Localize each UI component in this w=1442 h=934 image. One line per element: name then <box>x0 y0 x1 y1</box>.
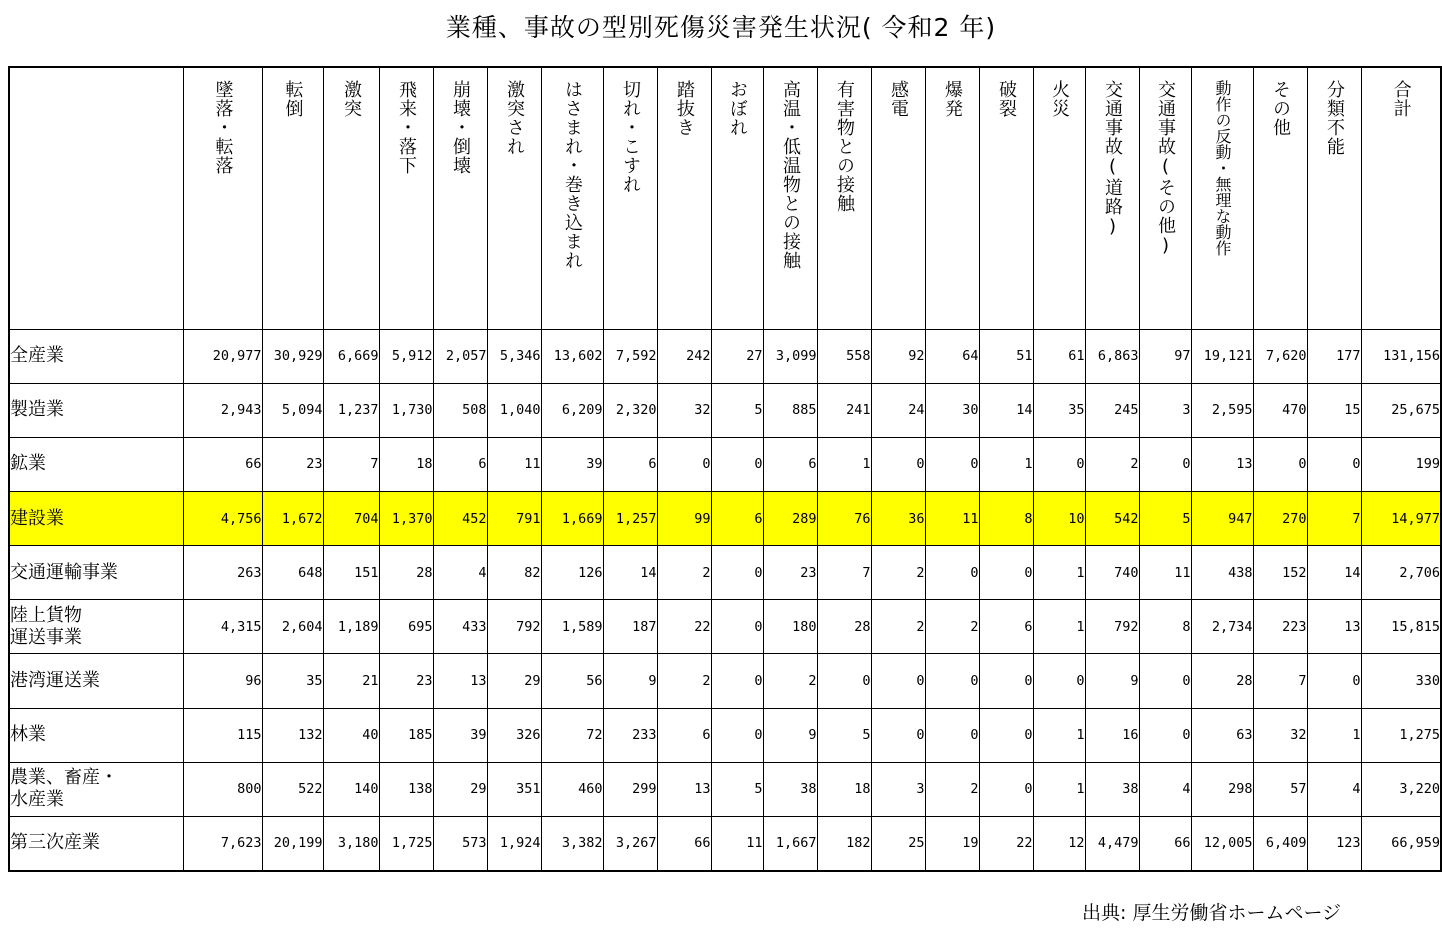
table-cell: 0 <box>1033 654 1085 708</box>
table-cell: 2 <box>657 654 711 708</box>
table-cell: 3 <box>871 762 925 816</box>
table-cell: 16 <box>1085 708 1139 762</box>
table-cell: 35 <box>1033 383 1085 437</box>
table-cell: 7 <box>1253 654 1307 708</box>
row-label: 第三次産業 <box>9 816 183 871</box>
table-cell: 6,863 <box>1085 329 1139 383</box>
table-cell: 0 <box>1139 437 1191 491</box>
table-cell: 1 <box>1033 546 1085 600</box>
table-cell: 0 <box>711 654 763 708</box>
table-cell: 21 <box>323 654 379 708</box>
table-cell: 14 <box>603 546 657 600</box>
table-cell: 10 <box>1033 492 1085 546</box>
table-cell: 2,604 <box>262 600 323 654</box>
row-label: 林業 <box>9 708 183 762</box>
table-cell: 12,005 <box>1191 816 1253 871</box>
row-label: 交通運輸事業 <box>9 546 183 600</box>
column-header-label: 切れ・こすれ <box>620 80 641 194</box>
table-cell: 1,667 <box>763 816 817 871</box>
column-header <box>657 67 711 329</box>
table-cell: 30 <box>925 383 979 437</box>
column-header-label: その他 <box>1270 80 1291 137</box>
row-label: 製造業 <box>9 383 183 437</box>
table-cell: 9 <box>1085 654 1139 708</box>
table-cell: 289 <box>763 492 817 546</box>
table-cell: 1 <box>817 437 871 491</box>
column-header-label: 交通事故(その他) <box>1155 80 1176 257</box>
table-cell: 13,602 <box>541 329 603 383</box>
column-header <box>817 67 871 329</box>
table-cell: 6 <box>711 492 763 546</box>
table-cell: 241 <box>817 383 871 437</box>
column-header <box>487 67 541 329</box>
table-row <box>9 654 1441 708</box>
table-cell: 28 <box>1191 654 1253 708</box>
table-cell: 452 <box>433 492 487 546</box>
column-header <box>763 67 817 329</box>
table-cell: 8 <box>1139 600 1191 654</box>
table-cell: 233 <box>603 708 657 762</box>
table-cell: 558 <box>817 329 871 383</box>
row-label: 建設業 <box>9 492 183 546</box>
table-cell: 38 <box>763 762 817 816</box>
table-row <box>9 762 1441 816</box>
table-row <box>9 383 1441 437</box>
table-cell: 5 <box>1139 492 1191 546</box>
table-cell: 263 <box>183 546 262 600</box>
table-cell: 28 <box>817 600 871 654</box>
table-cell: 1,237 <box>323 383 379 437</box>
table-cell: 704 <box>323 492 379 546</box>
column-header-label: 墜落・転落 <box>212 80 234 175</box>
table-cell: 2 <box>925 762 979 816</box>
table-cell: 115 <box>183 708 262 762</box>
injury-statistics-table <box>8 66 1442 872</box>
table-cell: 1,924 <box>487 816 541 871</box>
table-cell: 6 <box>763 437 817 491</box>
table-cell: 32 <box>657 383 711 437</box>
table-row <box>9 600 1441 654</box>
table-cell: 4 <box>433 546 487 600</box>
table-cell: 32 <box>1253 708 1307 762</box>
column-header <box>925 67 979 329</box>
table-cell: 2 <box>871 546 925 600</box>
column-header <box>183 67 262 329</box>
table-cell: 1,672 <box>262 492 323 546</box>
table-cell: 947 <box>1191 492 1253 546</box>
table-cell: 740 <box>1085 546 1139 600</box>
table-cell: 2,320 <box>603 383 657 437</box>
table-cell: 6,209 <box>541 383 603 437</box>
table-cell: 11 <box>925 492 979 546</box>
table-cell: 1,370 <box>379 492 433 546</box>
table-cell: 13 <box>1191 437 1253 491</box>
column-header-label: 激突 <box>341 80 362 118</box>
table-cell: 522 <box>262 762 323 816</box>
table-cell: 0 <box>817 654 871 708</box>
table-cell: 15 <box>1307 383 1361 437</box>
table-cell: 13 <box>433 654 487 708</box>
table-cell: 63 <box>1191 708 1253 762</box>
table-cell: 298 <box>1191 762 1253 816</box>
column-header-label: 感電 <box>888 80 909 118</box>
table-cell: 2,734 <box>1191 600 1253 654</box>
table-cell: 30,929 <box>262 329 323 383</box>
table-cell: 470 <box>1253 383 1307 437</box>
column-header-label: 激突され <box>504 80 525 156</box>
table-cell: 6 <box>433 437 487 491</box>
table-cell: 6 <box>979 600 1033 654</box>
table-cell: 11 <box>711 816 763 871</box>
table-cell: 97 <box>1139 329 1191 383</box>
table-cell: 885 <box>763 383 817 437</box>
table-cell: 36 <box>871 492 925 546</box>
table-cell: 2,595 <box>1191 383 1253 437</box>
table-cell: 20,977 <box>183 329 262 383</box>
table-cell: 4,479 <box>1085 816 1139 871</box>
table-cell: 25 <box>871 816 925 871</box>
table-cell: 2 <box>1085 437 1139 491</box>
column-header-label: 高温・低温物との接触 <box>780 80 801 270</box>
table-cell: 3,267 <box>603 816 657 871</box>
column-header-label: 火災 <box>1049 80 1070 118</box>
table-cell: 508 <box>433 383 487 437</box>
table-cell: 0 <box>871 708 925 762</box>
table-row <box>9 708 1441 762</box>
table-cell: 330 <box>1361 654 1441 708</box>
table-cell: 99 <box>657 492 711 546</box>
column-header <box>262 67 323 329</box>
table-cell: 1,257 <box>603 492 657 546</box>
table-cell: 800 <box>183 762 262 816</box>
column-header <box>603 67 657 329</box>
table-cell: 151 <box>323 546 379 600</box>
table-cell: 0 <box>711 437 763 491</box>
table-cell: 8 <box>979 492 1033 546</box>
table-cell: 187 <box>603 600 657 654</box>
column-header-label: 飛来・落下 <box>396 80 417 175</box>
table-cell: 7 <box>817 546 871 600</box>
table-cell: 242 <box>657 329 711 383</box>
column-header <box>323 67 379 329</box>
table-cell: 23 <box>262 437 323 491</box>
table-cell: 6 <box>603 437 657 491</box>
table-cell: 140 <box>323 762 379 816</box>
table-cell: 0 <box>1139 654 1191 708</box>
column-header-label: 破裂 <box>996 80 1017 118</box>
table-cell: 23 <box>379 654 433 708</box>
column-header-label: 動作の反動・無理な動作 <box>1213 80 1232 256</box>
table-row <box>9 816 1441 871</box>
table-cell: 18 <box>379 437 433 491</box>
column-header-label: はさまれ・巻き込まれ <box>562 80 583 270</box>
table-cell: 23 <box>763 546 817 600</box>
column-header-label: 合計 <box>1390 80 1412 118</box>
column-header <box>1033 67 1085 329</box>
table-cell: 3,180 <box>323 816 379 871</box>
table-cell: 1,189 <box>323 600 379 654</box>
table-cell: 66 <box>657 816 711 871</box>
table-cell: 0 <box>711 600 763 654</box>
table-cell: 152 <box>1253 546 1307 600</box>
table-cell: 3,099 <box>763 329 817 383</box>
table-cell: 2,706 <box>1361 546 1441 600</box>
table-cell: 199 <box>1361 437 1441 491</box>
table-cell: 0 <box>925 654 979 708</box>
table-cell: 64 <box>925 329 979 383</box>
table-cell: 66,959 <box>1361 816 1441 871</box>
table-cell: 12 <box>1033 816 1085 871</box>
table-cell: 19 <box>925 816 979 871</box>
table-cell: 180 <box>763 600 817 654</box>
table-cell: 5,912 <box>379 329 433 383</box>
table-cell: 0 <box>1139 708 1191 762</box>
table-cell: 0 <box>979 546 1033 600</box>
table-cell: 35 <box>262 654 323 708</box>
column-header <box>1361 67 1441 329</box>
column-header-label: 有害物との接触 <box>834 80 855 213</box>
table-row <box>9 329 1441 383</box>
table-cell: 3,220 <box>1361 762 1441 816</box>
column-header <box>1253 67 1307 329</box>
table-cell: 792 <box>1085 600 1139 654</box>
table-cell: 177 <box>1307 329 1361 383</box>
table-cell: 1,040 <box>487 383 541 437</box>
table-cell: 92 <box>871 329 925 383</box>
table-cell: 15,815 <box>1361 600 1441 654</box>
table-cell: 2,943 <box>183 383 262 437</box>
table-row <box>9 492 1441 546</box>
table-cell: 126 <box>541 546 603 600</box>
table-cell: 0 <box>1307 654 1361 708</box>
table-cell: 25,675 <box>1361 383 1441 437</box>
table-cell: 0 <box>979 762 1033 816</box>
table-cell: 22 <box>979 816 1033 871</box>
table-cell: 2 <box>657 546 711 600</box>
table-cell: 0 <box>979 708 1033 762</box>
column-header-label: 分類不能 <box>1324 80 1345 156</box>
table-cell: 5,346 <box>487 329 541 383</box>
table-cell: 1,589 <box>541 600 603 654</box>
column-header <box>1307 67 1361 329</box>
column-header <box>1191 67 1253 329</box>
table-cell: 0 <box>1253 437 1307 491</box>
table-cell: 1 <box>979 437 1033 491</box>
header-row <box>9 67 1441 329</box>
table-cell: 648 <box>262 546 323 600</box>
table-cell: 39 <box>541 437 603 491</box>
table-cell: 5 <box>817 708 871 762</box>
table-cell: 123 <box>1307 816 1361 871</box>
column-header <box>871 67 925 329</box>
table-cell: 1 <box>1033 600 1085 654</box>
table-cell: 245 <box>1085 383 1139 437</box>
table-cell: 0 <box>871 437 925 491</box>
table-row <box>9 437 1441 491</box>
source-note: 出典: 厚生労働省ホームページ <box>1082 902 1342 924</box>
table-cell: 66 <box>183 437 262 491</box>
table-cell: 22 <box>657 600 711 654</box>
table-cell: 39 <box>433 708 487 762</box>
column-header-label: おぼれ <box>727 80 748 137</box>
column-header <box>433 67 487 329</box>
table-cell: 1,730 <box>379 383 433 437</box>
table-cell: 38 <box>1085 762 1139 816</box>
table-cell: 13 <box>657 762 711 816</box>
table-cell: 96 <box>183 654 262 708</box>
column-header-label: 踏抜き <box>674 80 695 137</box>
row-label: 農業、畜産・ 水産業 <box>9 762 183 816</box>
table-cell: 0 <box>1033 437 1085 491</box>
table-cell: 14 <box>1307 546 1361 600</box>
table-cell: 270 <box>1253 492 1307 546</box>
table-cell: 28 <box>379 546 433 600</box>
table-cell: 0 <box>925 546 979 600</box>
table-cell: 72 <box>541 708 603 762</box>
table-cell: 1,725 <box>379 816 433 871</box>
table-cell: 0 <box>1307 437 1361 491</box>
table-cell: 4,315 <box>183 600 262 654</box>
table-cell: 27 <box>711 329 763 383</box>
table-cell: 4,756 <box>183 492 262 546</box>
column-header-label: 交通事故(道路) <box>1102 80 1123 238</box>
table-cell: 0 <box>871 654 925 708</box>
table-cell: 132 <box>262 708 323 762</box>
column-header <box>979 67 1033 329</box>
table-cell: 0 <box>711 546 763 600</box>
table-cell: 3 <box>1139 383 1191 437</box>
header-corner <box>9 67 183 329</box>
column-header-label: 転倒 <box>282 80 304 118</box>
table-cell: 2,057 <box>433 329 487 383</box>
table-cell: 9 <box>763 708 817 762</box>
column-header <box>711 67 763 329</box>
table-cell: 3,382 <box>541 816 603 871</box>
table-cell: 29 <box>433 762 487 816</box>
table-cell: 1 <box>1033 708 1085 762</box>
table-cell: 433 <box>433 600 487 654</box>
table-cell: 2 <box>871 600 925 654</box>
column-header <box>379 67 433 329</box>
table-cell: 6 <box>657 708 711 762</box>
column-header-label: 崩壊・倒壊 <box>450 80 471 175</box>
table-cell: 51 <box>979 329 1033 383</box>
table-cell: 1 <box>1033 762 1085 816</box>
table-cell: 351 <box>487 762 541 816</box>
table-cell: 5 <box>711 383 763 437</box>
table-cell: 4 <box>1139 762 1191 816</box>
table-cell: 0 <box>657 437 711 491</box>
table-cell: 24 <box>871 383 925 437</box>
table-cell: 573 <box>433 816 487 871</box>
table-cell: 0 <box>979 654 1033 708</box>
table-cell: 2 <box>925 600 979 654</box>
table-cell: 0 <box>925 708 979 762</box>
table-cell: 4 <box>1307 762 1361 816</box>
table-cell: 185 <box>379 708 433 762</box>
table-cell: 66 <box>1139 816 1191 871</box>
row-label: 全産業 <box>9 329 183 383</box>
table-cell: 5 <box>711 762 763 816</box>
table-cell: 7 <box>1307 492 1361 546</box>
table-cell: 542 <box>1085 492 1139 546</box>
table-cell: 0 <box>925 437 979 491</box>
table-cell: 20,199 <box>262 816 323 871</box>
table-cell: 19,121 <box>1191 329 1253 383</box>
row-label: 鉱業 <box>9 437 183 491</box>
table-cell: 1 <box>1307 708 1361 762</box>
table-row <box>9 546 1441 600</box>
row-label: 港湾運送業 <box>9 654 183 708</box>
table-cell: 56 <box>541 654 603 708</box>
column-header <box>1085 67 1139 329</box>
table-cell: 792 <box>487 600 541 654</box>
table-cell: 11 <box>1139 546 1191 600</box>
table-cell: 29 <box>487 654 541 708</box>
table-cell: 138 <box>379 762 433 816</box>
table-cell: 13 <box>1307 600 1361 654</box>
table-cell: 57 <box>1253 762 1307 816</box>
column-header <box>541 67 603 329</box>
table-cell: 5,094 <box>262 383 323 437</box>
table-cell: 14 <box>979 383 1033 437</box>
table-cell: 82 <box>487 546 541 600</box>
column-header <box>1139 67 1191 329</box>
table-cell: 40 <box>323 708 379 762</box>
table-cell: 6,669 <box>323 329 379 383</box>
table-cell: 18 <box>817 762 871 816</box>
table-cell: 299 <box>603 762 657 816</box>
table-cell: 11 <box>487 437 541 491</box>
row-label: 陸上貨物 運送事業 <box>9 600 183 654</box>
table-cell: 14,977 <box>1361 492 1441 546</box>
table-cell: 1,669 <box>541 492 603 546</box>
table-cell: 1,275 <box>1361 708 1441 762</box>
table-title: 業種、事故の型別死傷災害発生状況( 令和2 年) <box>445 13 997 42</box>
table-cell: 791 <box>487 492 541 546</box>
table-cell: 9 <box>603 654 657 708</box>
table-cell: 0 <box>711 708 763 762</box>
table-cell: 6,409 <box>1253 816 1307 871</box>
table-cell: 7 <box>323 437 379 491</box>
table-cell: 182 <box>817 816 871 871</box>
table-cell: 7,620 <box>1253 329 1307 383</box>
table-cell: 438 <box>1191 546 1253 600</box>
table-cell: 7,592 <box>603 329 657 383</box>
table-cell: 76 <box>817 492 871 546</box>
table-cell: 131,156 <box>1361 329 1441 383</box>
column-header-label: 爆発 <box>942 80 963 118</box>
table-cell: 223 <box>1253 600 1307 654</box>
table-cell: 2 <box>763 654 817 708</box>
table-cell: 326 <box>487 708 541 762</box>
table-cell: 61 <box>1033 329 1085 383</box>
table-cell: 460 <box>541 762 603 816</box>
table-cell: 7,623 <box>183 816 262 871</box>
table-cell: 695 <box>379 600 433 654</box>
